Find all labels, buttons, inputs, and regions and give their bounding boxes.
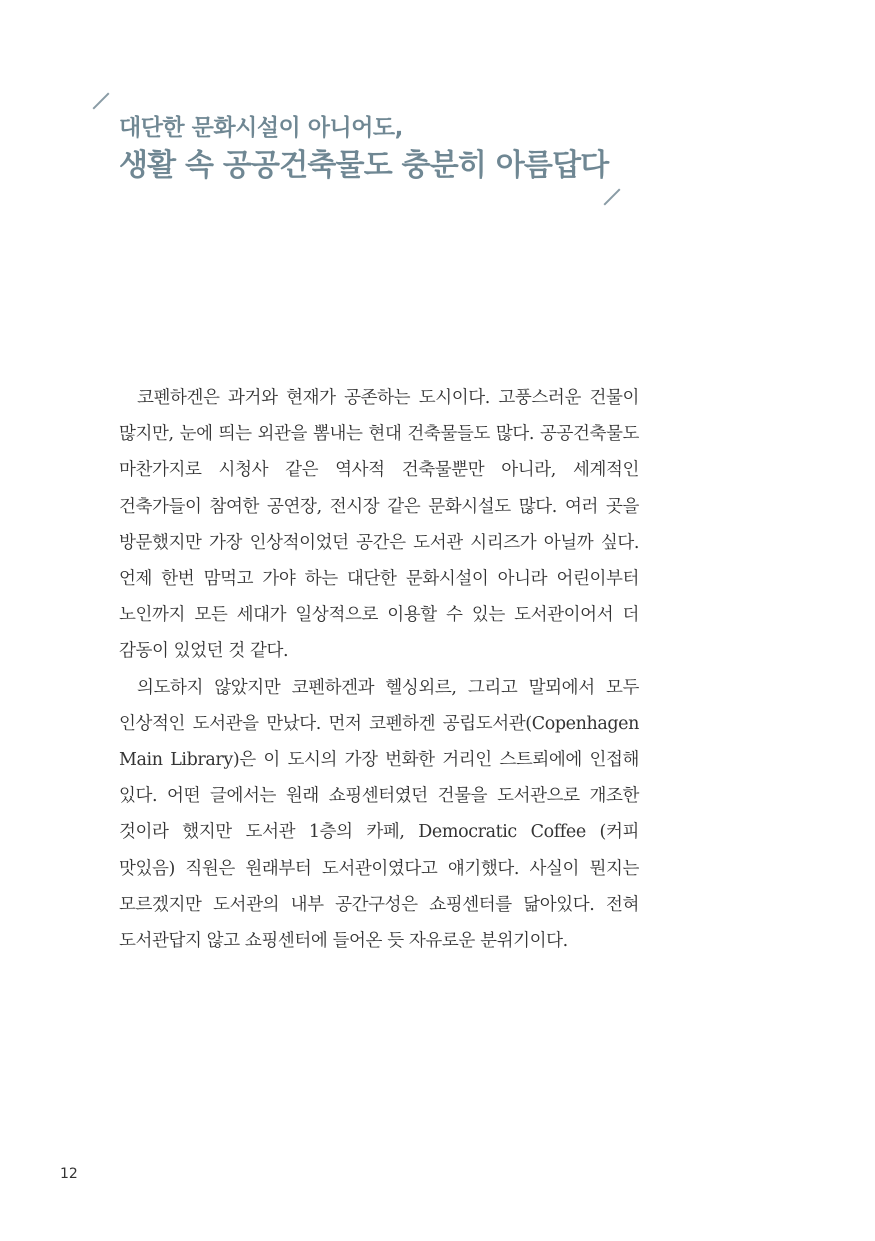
paragraph-2: 의도하지 않았지만 코펜하겐과 헬싱외르, 그리고 말뫼에서 모두 인상적인 도서관을 만났다. 먼저 코펜하겐 공립도서관(Copenhagen Main Library)은 이 도시의 가장 번화한 거리인 스트뢰에에 인접해 있다. 어떤 글에서는 원래 쇼핑센터였던 건물을 도서관으로 개조한 것이라 했지만 도서관 1층의 카페, Democratic Coffee (커피 맛있음) 직원은 원래부터 도서관이였다고 얘기했다. 사실이 뭔지는 모르겠지만 도서관의 내부 공간구성은 쇼핑센터를 닮아있다. 전혀 도서관답지 않고 쇼핑센터에 들어온 듯 자유로운 분위기이다. [119, 677, 639, 952]
body-text [119, 380, 639, 959]
chapter-heading [119, 110, 739, 186]
decorative-slash-bottom-right [604, 189, 621, 206]
decorative-slash-top-left [93, 93, 110, 110]
heading-line-1: 대단한 문화시설이 아니어도, [119, 115, 403, 141]
paragraph-1: 코펜하겐은 과거와 현재가 공존하는 도시이다. 고풍스러운 건물이 많지만, 눈에 띄는 외관을 뽐내는 현대 건축물들도 많다. 공공건축물도 마찬가지로 시청사 같은 역사적 건축물뿐만 아니라, 세계적인 건축가들이 참여한 공연장, 전시장 같은 문화시설도 많다. 여러 곳을 방문했지만 가장 인상적이었던 공간은 도서관 시리즈가 아닐까 싶다. 언제 한번 맘먹고 가야 하는 대단한 문화시설이 아니라 어린이부터 노인까지 모든 세대가 일상적으로 이용할 수 있는 도서관이어서 더 감동이 있었던 것 같다. [119, 388, 639, 662]
page-number: 12 [60, 1166, 78, 1182]
heading-line-2: 생활 속 공공건축물도 충분히 아름답다 [119, 148, 609, 183]
